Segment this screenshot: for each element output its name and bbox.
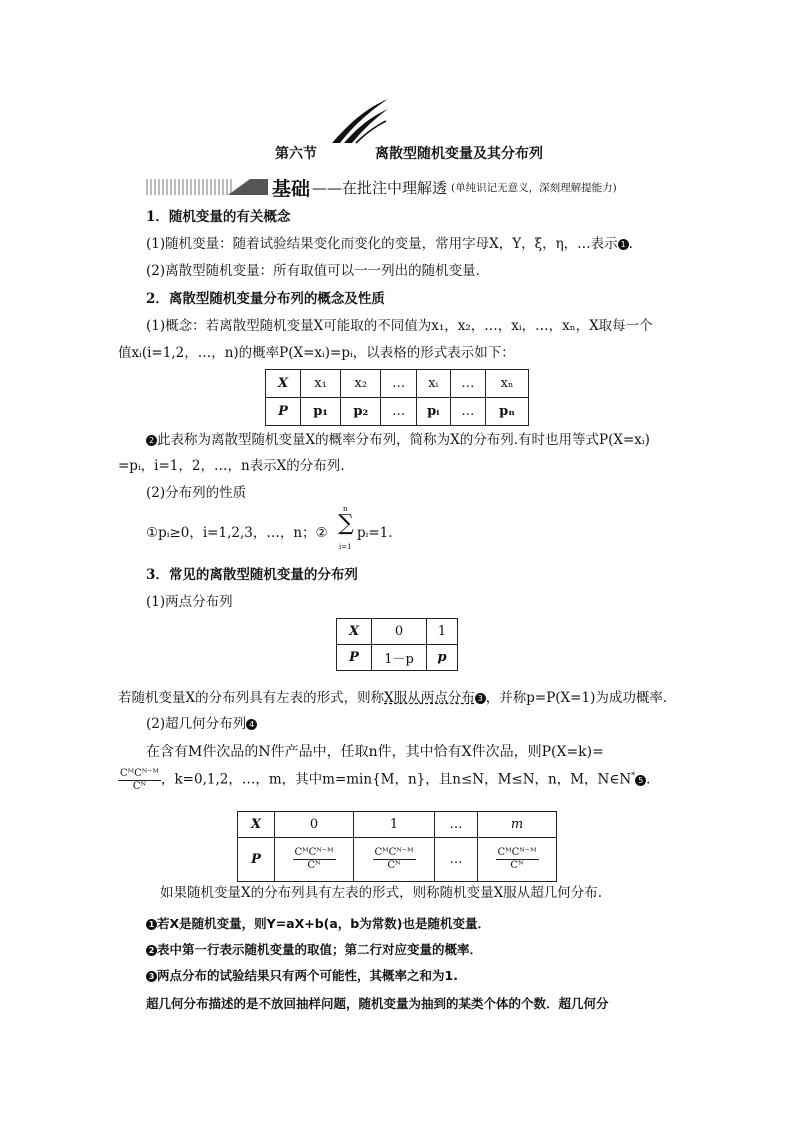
note-3 — [146, 966, 458, 986]
sec2-prop-a: ①pᵢ≥0，i=1,2,3，…，n；② — [146, 525, 328, 541]
section-number: 第六节 — [275, 146, 317, 162]
sec2-heading: 2．离散型随机变量分布列的概念及性质 — [146, 291, 385, 307]
sec3-p2 — [118, 688, 667, 708]
banner-main: 基础 — [272, 177, 311, 200]
section-logo-swoosh — [330, 95, 390, 145]
table-cell: pₙ — [486, 398, 529, 426]
sec3-p5: $\frac{\text{CᴹCᴺ⁻ᴹ}}{\text{Cᴺ}}$ ，k=0,1,2，…，m，其中m=min{M，n}，且n≤N，M≤N，n，M，N∈N* 5 . — [120, 767, 651, 792]
sec3-p2b: ，并称p=P(X=1)为成功概率. — [485, 690, 668, 706]
note-marker-2: 2 — [146, 435, 157, 446]
table-cell: p — [427, 645, 458, 671]
fraction-numerator: CᴹCᴺ⁻ᴹ — [294, 847, 334, 858]
note-marker-3: 3 — [146, 971, 157, 982]
note-marker-1: 1 — [618, 239, 629, 250]
fraction-denominator: Cᴺ — [387, 860, 401, 871]
prob-fraction — [496, 847, 539, 872]
table-cell: P — [266, 398, 301, 426]
table-row-x — [337, 619, 458, 645]
sec2-p5: (2)分布列的性质 — [146, 485, 247, 501]
banner-block — [250, 179, 268, 195]
sum-lower: i=1 — [339, 543, 352, 551]
sec1-p2: (2)离散型随机变量：所有取值可以一一列出的随机变量． — [146, 263, 490, 279]
note-marker-3: 3 — [475, 693, 486, 704]
sec2-p3-text: 此表称为离散型随机变量X的概率分布列，简称为X的分布列.有时也用等式P(X=xᵢ) — [157, 432, 650, 448]
note-marker-1: 1 — [146, 919, 157, 930]
table-cell — [275, 838, 354, 882]
table-cell: X — [238, 812, 275, 838]
banner-wedge — [228, 179, 250, 195]
table-row-p — [337, 645, 458, 671]
section-title — [275, 143, 543, 163]
fraction-denominator: Cᴺ — [510, 860, 524, 871]
fraction-numerator: CᴹCᴺ⁻ᴹ — [120, 767, 159, 779]
table-cell — [354, 838, 435, 882]
note-marker-4: 4 — [246, 719, 257, 730]
table-row-x — [266, 370, 529, 398]
table-row-p — [266, 398, 529, 426]
table-cell — [478, 838, 557, 882]
table-cell: xᵢ — [416, 370, 450, 398]
sec3-p5a: ，k=0,1,2，…，m，其中m=min{M，n}，且n≤N，M≤N，n，M，N∈N — [161, 771, 632, 788]
table-cell: 0 — [372, 619, 427, 645]
note-1 — [146, 914, 490, 934]
table-cell: X — [266, 370, 301, 398]
table-row-x — [238, 812, 557, 838]
sec3-p3 — [146, 714, 257, 734]
table-cell: p₂ — [341, 398, 381, 426]
prob-fraction — [373, 847, 416, 872]
sec3-heading: 3．常见的离散型随机变量的分布列 — [146, 567, 358, 583]
sum-upper: n — [343, 505, 348, 513]
note-2 — [146, 940, 482, 960]
note-marker-5: 5 — [635, 775, 646, 786]
section-title-text: 离散型随机变量及其分布列 — [375, 146, 543, 162]
table-row-p — [238, 838, 557, 882]
sec1-p1-text: (1)随机变量：随着试验结果变化而变化的变量，常用字母X，Y，ξ，η，…表示 — [146, 236, 618, 252]
basics-banner — [146, 176, 617, 198]
banner-stripe — [146, 179, 232, 195]
sec2-p3 — [146, 430, 650, 450]
hypergeometric-fraction — [118, 768, 161, 793]
table-cell: 1 — [354, 812, 435, 838]
table-cell: P — [337, 645, 372, 671]
table-cell: … — [450, 398, 486, 426]
table-cell: … — [381, 398, 417, 426]
note-marker-2: 2 — [146, 945, 157, 956]
table-cell: 1－p — [372, 645, 427, 671]
table-cell: m — [478, 812, 557, 838]
fraction-denominator: Cᴺ — [307, 860, 321, 871]
note-4: 超几何分布描述的是不放回抽样问题，随机变量为抽到的某类个体的个数．超几何分 — [146, 996, 609, 1011]
table-cell: … — [435, 838, 478, 882]
table-cell: 0 — [275, 812, 354, 838]
note-2-text: 表中第一行表示随机变量的取值；第二行对应变量的概率． — [157, 942, 483, 957]
table-cell: x₁ — [301, 370, 341, 398]
table-cell: X — [337, 619, 372, 645]
sec2-p1: (1)概念：若离散型随机变量X可能取的不同值为x₁，x₂，…，xᵢ，…，xₙ，X取每一个 — [146, 318, 653, 334]
table-cell: xₙ — [486, 370, 529, 398]
fraction-denominator: Cᴺ — [132, 780, 147, 792]
two-point-table — [336, 618, 458, 671]
sec3-p2a: 若随机变量X的分布列具有左表的形式，则称 — [118, 690, 385, 706]
prob-fraction — [293, 847, 336, 872]
sec3-p1: (1)两点分布列 — [146, 594, 233, 610]
table-cell: x₂ — [341, 370, 381, 398]
note-1-text: 若X是随机变量，则Y=aX+b(a，b为常数)也是随机变量． — [157, 916, 490, 931]
sec1-heading: 1．随机变量的有关概念 — [146, 209, 291, 225]
sec3-p4: 在含有M件次品的N件产品中，任取n件，其中恰有X件次品，则P(X=k)= — [146, 744, 604, 760]
sec2-p2: 值xᵢ(i=1,2，…，n)的概率P(X=xᵢ)=pᵢ，以表格的形式表示如下： — [118, 345, 515, 361]
table-cell: P — [238, 838, 275, 882]
sigma-icon: ∑ — [338, 511, 354, 536]
table-cell: pᵢ — [416, 398, 450, 426]
hypergeometric-table — [237, 811, 557, 882]
sec3-p6: 如果随机变量X的分布列具有左表的形式，则称随机变量X服从超几何分布. — [160, 885, 603, 901]
table-cell: 1 — [427, 619, 458, 645]
sec2-p4: =pᵢ，i=1，2，…，n表示X的分布列. — [118, 458, 345, 474]
table-cell: … — [435, 812, 478, 838]
banner-sub: ——在批注中理解透 — [312, 178, 448, 197]
note-3-text: 两点分布的试验结果只有两个可能性，其概率之和为1. — [157, 968, 458, 983]
banner-note: (单纯识记无意义，深刻理解提能力) — [451, 181, 617, 194]
sec1-p1: (1)随机变量：随着试验结果变化而变化的变量，常用字母X，Y，ξ，η，…表示 1 . — [146, 236, 633, 252]
fraction-numerator: CᴹCᴺ⁻ᴹ — [374, 847, 414, 858]
table-cell: p₁ — [301, 398, 341, 426]
sec3-p3-text: (2)超几何分布列 — [146, 716, 247, 732]
distribution-table — [265, 369, 529, 426]
fraction-numerator: CᴹCᴺ⁻ᴹ — [497, 847, 537, 858]
table-cell: … — [381, 370, 417, 398]
summation-symbol — [336, 505, 356, 549]
sec3-p2u: X服从两点分布 — [384, 690, 475, 706]
table-cell: … — [450, 370, 486, 398]
sec2-prop-b: pᵢ=1. — [357, 525, 393, 541]
